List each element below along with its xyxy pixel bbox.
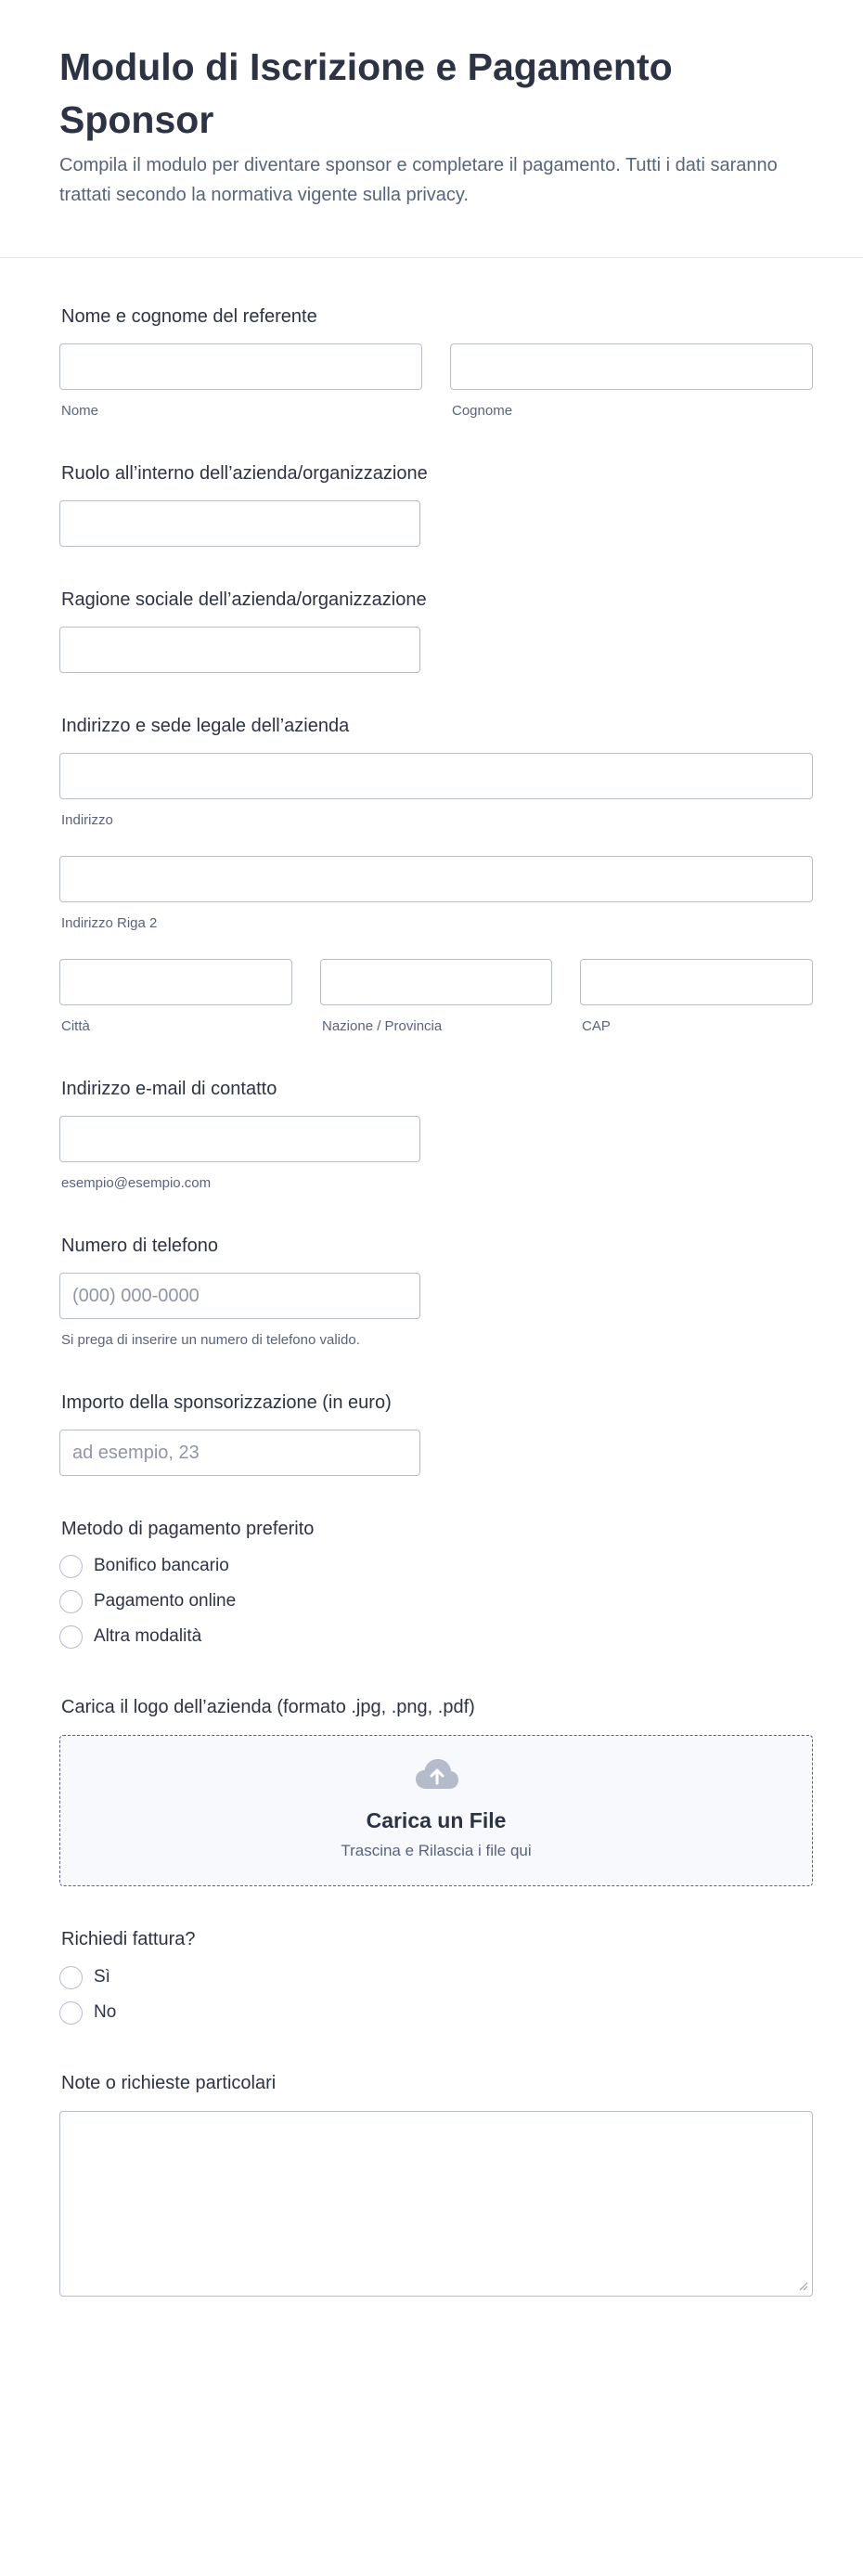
radio-circle[interactable]: [59, 1966, 83, 1989]
role-label: Ruolo all’interno dell’azienda/organizzazione: [61, 463, 428, 484]
payment-option-bank-transfer[interactable]: [59, 1553, 229, 1579]
phone-label: Numero di telefono: [61, 1236, 218, 1256]
address-label: Indirizzo e sede legale dell’azienda: [61, 716, 350, 736]
address-line1-sublabel: Indirizzo: [61, 812, 113, 828]
radio-circle[interactable]: [59, 2001, 83, 2025]
logo-label: Carica il logo dell’azienda (formato .jpg, .png, .pdf): [61, 1697, 475, 1717]
email-label: Indirizzo e-mail di contatto: [61, 1079, 277, 1099]
invoice-label: Richiedi fattura?: [61, 1929, 196, 1949]
payment-option-online[interactable]: [59, 1588, 236, 1614]
page-subtitle: Compila il modulo per diventare sponsor e completare il pagamento. Tutti i dati saranno trattati secondo la normativa vigente sulla privacy.: [59, 155, 778, 205]
notes-label: Note o richieste particolari: [61, 2073, 277, 2093]
zip-input[interactable]: [580, 959, 813, 1005]
resize-grip-icon[interactable]: [797, 2280, 808, 2291]
first-name-sublabel: Nome: [61, 403, 99, 419]
form-header: [0, 0, 863, 258]
state-sublabel: Nazione / Provincia: [322, 1018, 443, 1034]
radio-circle[interactable]: [59, 1625, 83, 1649]
radio-label: Bonifico bancario: [94, 1556, 229, 1575]
last-name-input[interactable]: [450, 343, 813, 390]
upload-title: Carica un File: [366, 1808, 507, 1832]
invoice-option-no[interactable]: [59, 2000, 116, 2026]
radio-label: Pagamento online: [94, 1591, 237, 1611]
email-input[interactable]: [59, 1116, 420, 1162]
email-sublabel: esempio@esempio.com: [61, 1175, 212, 1191]
payment-option-other[interactable]: [59, 1624, 201, 1650]
amount-input[interactable]: [59, 1430, 420, 1476]
radio-label: No: [94, 2002, 117, 2022]
amount-label: Importo della sponsorizzazione (in euro): [61, 1392, 392, 1413]
radio-circle[interactable]: [59, 1590, 83, 1613]
company-label: Ragione sociale dell’azienda/organizzazione: [61, 589, 427, 610]
phone-sublabel: Si prega di inserire un numero di telefono valido.: [61, 1332, 360, 1348]
address-line2-sublabel: Indirizzo Riga 2: [61, 915, 158, 931]
first-name-input[interactable]: [59, 343, 422, 390]
city-input[interactable]: [59, 959, 292, 1005]
page-title: Modulo di Iscrizione e Pagamento Sponsor: [59, 45, 673, 141]
last-name-sublabel: Cognome: [452, 403, 513, 419]
company-input[interactable]: [59, 627, 420, 673]
state-input[interactable]: [320, 959, 552, 1005]
invoice-option-yes[interactable]: [59, 1964, 110, 1990]
payment-label: Metodo di pagamento preferito: [61, 1519, 315, 1539]
name-label: Nome e cognome del referente: [61, 306, 317, 327]
role-input[interactable]: [59, 500, 420, 547]
zip-sublabel: CAP: [582, 1018, 611, 1034]
phone-input[interactable]: [59, 1273, 420, 1319]
city-sublabel: Città: [61, 1018, 90, 1034]
address-line1-input[interactable]: [59, 753, 813, 799]
upload-subtitle: Trascina e Rilascia i file qui: [341, 1842, 532, 1859]
cloud-upload-icon: [415, 1758, 459, 1790]
radio-label: Altra modalità: [94, 1626, 202, 1646]
radio-label: Sì: [94, 1967, 110, 1987]
notes-textarea[interactable]: [59, 2111, 813, 2297]
radio-circle[interactable]: [59, 1555, 83, 1578]
file-upload-dropzone[interactable]: [59, 1735, 813, 1886]
address-line2-input[interactable]: [59, 856, 813, 902]
